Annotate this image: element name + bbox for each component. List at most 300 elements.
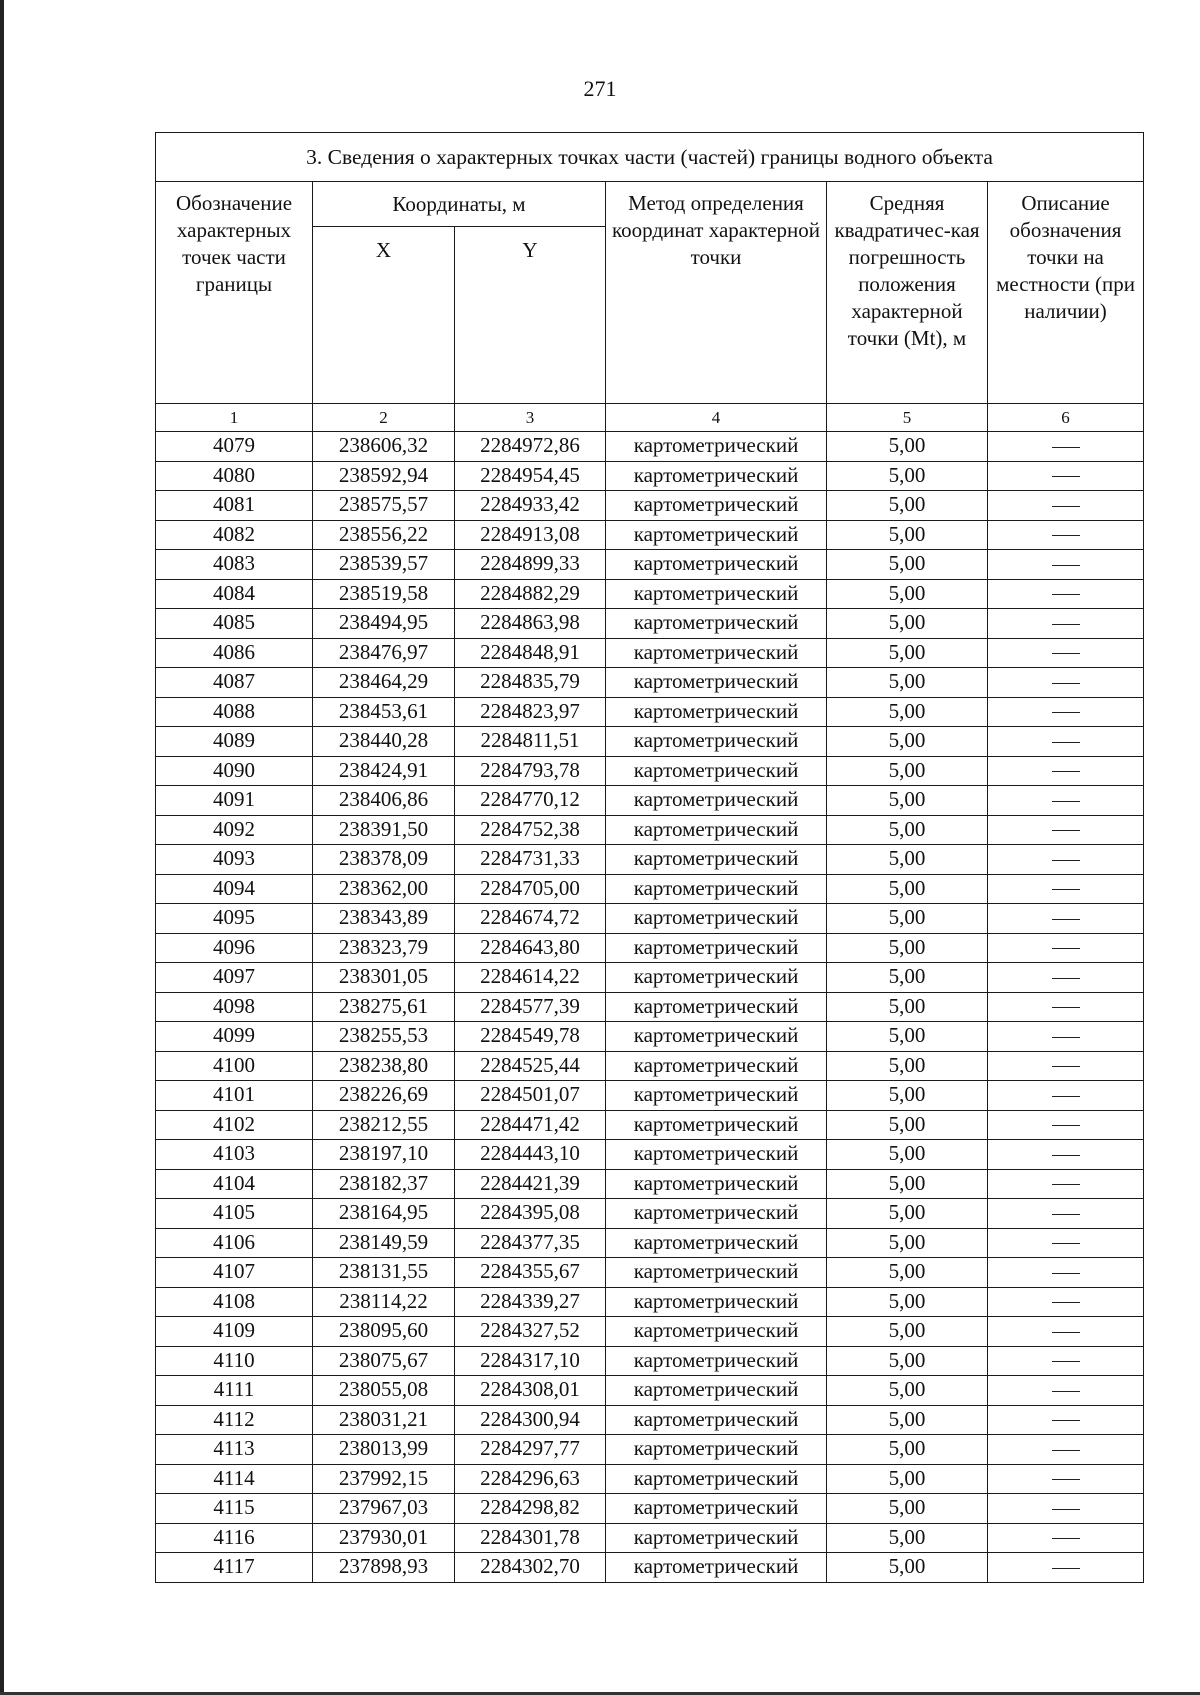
cell-description	[988, 992, 1144, 1022]
cell-x: 237992,15	[313, 1464, 455, 1494]
cell-method: картометрический	[606, 1346, 827, 1376]
cell-accuracy: 5,00	[827, 697, 988, 727]
cell-description	[988, 1523, 1144, 1553]
cell-accuracy: 5,00	[827, 874, 988, 904]
cell-description	[988, 1022, 1144, 1052]
cell-x: 238575,57	[313, 491, 455, 521]
cell-x: 238013,99	[313, 1435, 455, 1465]
cell-description	[988, 491, 1144, 521]
table-row	[156, 491, 1144, 521]
dash-mark	[1052, 1332, 1080, 1333]
dash-mark	[1052, 801, 1080, 802]
cell-x: 238301,05	[313, 963, 455, 993]
cell-method: картометрический	[606, 1051, 827, 1081]
cell-accuracy: 5,00	[827, 668, 988, 698]
cell-method: картометрический	[606, 1317, 827, 1347]
cell-y: 2284339,27	[455, 1287, 606, 1317]
cell-method: картометрический	[606, 1140, 827, 1170]
cell-y: 2284296,63	[455, 1464, 606, 1494]
cell-x: 238197,10	[313, 1140, 455, 1170]
cell-y: 2284471,42	[455, 1110, 606, 1140]
cell-description	[988, 1051, 1144, 1081]
cell-point: 4115	[156, 1494, 313, 1524]
cell-y: 2284933,42	[455, 491, 606, 521]
header-y: Y	[455, 227, 606, 404]
table-row	[156, 874, 1144, 904]
cell-y: 2284355,67	[455, 1258, 606, 1288]
cell-accuracy: 5,00	[827, 1317, 988, 1347]
table-row	[156, 845, 1144, 875]
table-row	[156, 1140, 1144, 1170]
cell-x: 238238,80	[313, 1051, 455, 1081]
cell-y: 2284752,38	[455, 815, 606, 845]
cell-point: 4106	[156, 1228, 313, 1258]
dash-mark	[1052, 1509, 1080, 1510]
cell-accuracy: 5,00	[827, 461, 988, 491]
cell-point: 4108	[156, 1287, 313, 1317]
table-row	[156, 815, 1144, 845]
dash-mark	[1052, 653, 1080, 654]
cell-point: 4086	[156, 638, 313, 668]
cell-method: картометрический	[606, 874, 827, 904]
cell-y: 2284882,29	[455, 579, 606, 609]
cell-description	[988, 1228, 1144, 1258]
cell-accuracy: 5,00	[827, 1228, 988, 1258]
cell-x: 238494,95	[313, 609, 455, 639]
cell-y: 2284848,91	[455, 638, 606, 668]
cell-method: картометрический	[606, 432, 827, 462]
cell-point: 4081	[156, 491, 313, 521]
cell-method: картометрический	[606, 1464, 827, 1494]
cell-method: картометрический	[606, 933, 827, 963]
cell-point: 4112	[156, 1405, 313, 1435]
cell-accuracy: 5,00	[827, 992, 988, 1022]
cell-point: 4104	[156, 1169, 313, 1199]
cell-x: 238378,09	[313, 845, 455, 875]
table-row	[156, 1494, 1144, 1524]
table-row	[156, 1022, 1144, 1052]
cell-description	[988, 550, 1144, 580]
cell-method: картометрический	[606, 963, 827, 993]
cell-accuracy: 5,00	[827, 1258, 988, 1288]
cell-x: 237898,93	[313, 1553, 455, 1583]
cell-method: картометрический	[606, 727, 827, 757]
cell-y: 2284899,33	[455, 550, 606, 580]
cell-method: картометрический	[606, 815, 827, 845]
cell-y: 2284501,07	[455, 1081, 606, 1111]
cell-method: картометрический	[606, 1523, 827, 1553]
cell-description	[988, 638, 1144, 668]
column-number: 1	[156, 404, 313, 432]
table-title: 3. Сведения о характерных точках части (частей) границы водного объекта	[156, 133, 1144, 182]
cell-description	[988, 461, 1144, 491]
table-row	[156, 432, 1144, 462]
cell-point: 4114	[156, 1464, 313, 1494]
dash-mark	[1052, 565, 1080, 566]
cell-y: 2284317,10	[455, 1346, 606, 1376]
table-row	[156, 1199, 1144, 1229]
dash-mark	[1052, 919, 1080, 920]
cell-method: картометрический	[606, 1110, 827, 1140]
cell-x: 238114,22	[313, 1287, 455, 1317]
dash-mark	[1052, 860, 1080, 861]
cell-y: 2284577,39	[455, 992, 606, 1022]
cell-method: картометрический	[606, 520, 827, 550]
cell-x: 238476,97	[313, 638, 455, 668]
cell-accuracy: 5,00	[827, 933, 988, 963]
cell-accuracy: 5,00	[827, 786, 988, 816]
cell-x: 238592,94	[313, 461, 455, 491]
cell-description	[988, 1376, 1144, 1406]
cell-x: 238362,00	[313, 874, 455, 904]
cell-x: 238275,61	[313, 992, 455, 1022]
cell-description	[988, 1405, 1144, 1435]
dash-mark	[1052, 889, 1080, 890]
cell-x: 238075,67	[313, 1346, 455, 1376]
cell-y: 2284731,33	[455, 845, 606, 875]
cell-x: 238343,89	[313, 904, 455, 934]
cell-method: картометрический	[606, 1405, 827, 1435]
cell-point: 4116	[156, 1523, 313, 1553]
cell-method: картометрический	[606, 1435, 827, 1465]
cell-y: 2284327,52	[455, 1317, 606, 1347]
table-row	[156, 1464, 1144, 1494]
dash-mark	[1052, 476, 1080, 477]
column-number: 5	[827, 404, 988, 432]
cell-accuracy: 5,00	[827, 1494, 988, 1524]
cell-description	[988, 609, 1144, 639]
dash-mark	[1052, 1450, 1080, 1451]
cell-point: 4100	[156, 1051, 313, 1081]
cell-x: 237930,01	[313, 1523, 455, 1553]
cell-y: 2284972,86	[455, 432, 606, 462]
table-row	[156, 697, 1144, 727]
cell-method: картометрический	[606, 668, 827, 698]
cell-description	[988, 432, 1144, 462]
table-row	[156, 461, 1144, 491]
cell-point: 4092	[156, 815, 313, 845]
cell-x: 238556,22	[313, 520, 455, 550]
header-method: Метод определения координат характерной точки	[606, 182, 827, 404]
cell-point: 4090	[156, 756, 313, 786]
cell-x: 238055,08	[313, 1376, 455, 1406]
cell-description	[988, 520, 1144, 550]
cell-method: картометрический	[606, 461, 827, 491]
cell-accuracy: 5,00	[827, 1081, 988, 1111]
cell-y: 2284835,79	[455, 668, 606, 698]
dash-mark	[1052, 978, 1080, 979]
table-row	[156, 727, 1144, 757]
cell-x: 238255,53	[313, 1022, 455, 1052]
table-row	[156, 904, 1144, 934]
cell-point: 4105	[156, 1199, 313, 1229]
cell-accuracy: 5,00	[827, 963, 988, 993]
cell-point: 4107	[156, 1258, 313, 1288]
dash-mark	[1052, 594, 1080, 595]
table-row	[156, 1258, 1144, 1288]
cell-method: картометрический	[606, 550, 827, 580]
cell-accuracy: 5,00	[827, 1376, 988, 1406]
cell-method: картометрический	[606, 786, 827, 816]
cell-method: картометрический	[606, 697, 827, 727]
cell-point: 4103	[156, 1140, 313, 1170]
table-row	[156, 1405, 1144, 1435]
cell-x: 238519,58	[313, 579, 455, 609]
dash-mark	[1052, 1037, 1080, 1038]
cell-point: 4117	[156, 1553, 313, 1583]
cell-accuracy: 5,00	[827, 904, 988, 934]
cell-description	[988, 1258, 1144, 1288]
header-designation: Обозначение характерных точек части границы	[156, 182, 313, 404]
table-row	[156, 1228, 1144, 1258]
dash-mark	[1052, 447, 1080, 448]
cell-accuracy: 5,00	[827, 579, 988, 609]
cell-accuracy: 5,00	[827, 1110, 988, 1140]
cell-method: картометрический	[606, 845, 827, 875]
cell-method: картометрический	[606, 491, 827, 521]
dash-mark	[1052, 1420, 1080, 1421]
column-number: 2	[313, 404, 455, 432]
cell-y: 2284770,12	[455, 786, 606, 816]
cell-point: 4102	[156, 1110, 313, 1140]
cell-method: картометрический	[606, 1081, 827, 1111]
cell-description	[988, 668, 1144, 698]
column-number: 6	[988, 404, 1144, 432]
cell-x: 237967,03	[313, 1494, 455, 1524]
cell-x: 238539,57	[313, 550, 455, 580]
cell-description	[988, 727, 1144, 757]
table-row	[156, 1376, 1144, 1406]
cell-accuracy: 5,00	[827, 1405, 988, 1435]
cell-y: 2284298,82	[455, 1494, 606, 1524]
cell-method: картометрический	[606, 579, 827, 609]
dash-mark	[1052, 771, 1080, 772]
cell-x: 238464,29	[313, 668, 455, 698]
cell-method: картометрический	[606, 1376, 827, 1406]
cell-x: 238424,91	[313, 756, 455, 786]
cell-accuracy: 5,00	[827, 756, 988, 786]
cell-point: 4110	[156, 1346, 313, 1376]
cell-accuracy: 5,00	[827, 1169, 988, 1199]
cell-x: 238164,95	[313, 1199, 455, 1229]
cell-description	[988, 845, 1144, 875]
table-row	[156, 1081, 1144, 1111]
dash-mark	[1052, 683, 1080, 684]
cell-point: 4113	[156, 1435, 313, 1465]
cell-y: 2284674,72	[455, 904, 606, 934]
cell-description	[988, 1081, 1144, 1111]
cell-accuracy: 5,00	[827, 1199, 988, 1229]
table-row	[156, 520, 1144, 550]
cell-description	[988, 1287, 1144, 1317]
cell-y: 2284308,01	[455, 1376, 606, 1406]
dash-mark	[1052, 1007, 1080, 1008]
cell-method: картометрический	[606, 638, 827, 668]
cell-accuracy: 5,00	[827, 1022, 988, 1052]
cell-accuracy: 5,00	[827, 520, 988, 550]
cell-y: 2284395,08	[455, 1199, 606, 1229]
cell-description	[988, 904, 1144, 934]
cell-description	[988, 815, 1144, 845]
table-row	[156, 1051, 1144, 1081]
cell-point: 4084	[156, 579, 313, 609]
cell-y: 2284302,70	[455, 1553, 606, 1583]
cell-point: 4096	[156, 933, 313, 963]
page-number: 271	[583, 76, 617, 101]
cell-accuracy: 5,00	[827, 550, 988, 580]
cell-method: картометрический	[606, 1022, 827, 1052]
header-row-1	[156, 182, 1144, 227]
title-row	[156, 133, 1144, 182]
cell-description	[988, 697, 1144, 727]
cell-y: 2284823,97	[455, 697, 606, 727]
table-row	[156, 550, 1144, 580]
cell-accuracy: 5,00	[827, 609, 988, 639]
cell-description	[988, 1464, 1144, 1494]
cell-description	[988, 756, 1144, 786]
cell-point: 4093	[156, 845, 313, 875]
table-row	[156, 756, 1144, 786]
dash-mark	[1052, 624, 1080, 625]
cell-accuracy: 5,00	[827, 815, 988, 845]
dash-mark	[1052, 1066, 1080, 1067]
cell-x: 238131,55	[313, 1258, 455, 1288]
cell-y: 2284811,51	[455, 727, 606, 757]
cell-x: 238453,61	[313, 697, 455, 727]
dash-mark	[1052, 948, 1080, 949]
cell-y: 2284377,35	[455, 1228, 606, 1258]
column-number-row	[156, 404, 1144, 432]
cell-y: 2284643,80	[455, 933, 606, 963]
table-row	[156, 1317, 1144, 1347]
cell-y: 2284525,44	[455, 1051, 606, 1081]
cell-accuracy: 5,00	[827, 1346, 988, 1376]
cell-accuracy: 5,00	[827, 1523, 988, 1553]
cell-y: 2284421,39	[455, 1169, 606, 1199]
cell-method: картометрический	[606, 1169, 827, 1199]
cell-x: 238606,32	[313, 432, 455, 462]
cell-point: 4080	[156, 461, 313, 491]
cell-accuracy: 5,00	[827, 727, 988, 757]
cell-description	[988, 933, 1144, 963]
cell-point: 4083	[156, 550, 313, 580]
cell-x: 238149,59	[313, 1228, 455, 1258]
dash-mark	[1052, 1568, 1080, 1569]
cell-method: картометрический	[606, 1199, 827, 1229]
cell-y: 2284443,10	[455, 1140, 606, 1170]
cell-point: 4099	[156, 1022, 313, 1052]
cell-method: картометрический	[606, 1494, 827, 1524]
cell-description	[988, 1435, 1144, 1465]
table-row	[156, 1287, 1144, 1317]
cell-x: 238226,69	[313, 1081, 455, 1111]
cell-point: 4088	[156, 697, 313, 727]
cell-description	[988, 1553, 1144, 1583]
cell-method: картометрический	[606, 1553, 827, 1583]
cell-point: 4095	[156, 904, 313, 934]
cell-point: 4089	[156, 727, 313, 757]
cell-method: картометрический	[606, 609, 827, 639]
cell-accuracy: 5,00	[827, 845, 988, 875]
table-row	[156, 579, 1144, 609]
dash-mark	[1052, 1273, 1080, 1274]
header-coordinates: Координаты, м	[313, 182, 606, 227]
dash-mark	[1052, 742, 1080, 743]
cell-accuracy: 5,00	[827, 1553, 988, 1583]
cell-accuracy: 5,00	[827, 1435, 988, 1465]
cell-y: 2284705,00	[455, 874, 606, 904]
cell-point: 4091	[156, 786, 313, 816]
table-row	[156, 992, 1144, 1022]
dash-mark	[1052, 1184, 1080, 1185]
cell-method: картометрический	[606, 1228, 827, 1258]
table-row	[156, 1346, 1144, 1376]
cell-accuracy: 5,00	[827, 1464, 988, 1494]
cell-point: 4109	[156, 1317, 313, 1347]
cell-point: 4085	[156, 609, 313, 639]
dash-mark	[1052, 830, 1080, 831]
dash-mark	[1052, 506, 1080, 507]
cell-x: 238406,86	[313, 786, 455, 816]
cell-y: 2284954,45	[455, 461, 606, 491]
cell-y: 2284549,78	[455, 1022, 606, 1052]
cell-description	[988, 1494, 1144, 1524]
cell-description	[988, 1346, 1144, 1376]
cell-x: 238031,21	[313, 1405, 455, 1435]
cell-method: картометрический	[606, 992, 827, 1022]
table-row	[156, 1435, 1144, 1465]
table-row	[156, 638, 1144, 668]
cell-y: 2284297,77	[455, 1435, 606, 1465]
header-x: X	[313, 227, 455, 404]
cell-accuracy: 5,00	[827, 1287, 988, 1317]
cell-y: 2284300,94	[455, 1405, 606, 1435]
table-row	[156, 609, 1144, 639]
cell-point: 4097	[156, 963, 313, 993]
cell-accuracy: 5,00	[827, 432, 988, 462]
cell-accuracy: 5,00	[827, 1051, 988, 1081]
cell-description	[988, 963, 1144, 993]
column-number: 3	[455, 404, 606, 432]
cell-x: 238440,28	[313, 727, 455, 757]
cell-method: картометрический	[606, 1287, 827, 1317]
cell-y: 2284863,98	[455, 609, 606, 639]
cell-description	[988, 1110, 1144, 1140]
header-description: Описание обозначения точки на местности (при наличии)	[988, 182, 1144, 404]
cell-point: 4079	[156, 432, 313, 462]
cell-x: 238212,55	[313, 1110, 455, 1140]
cell-accuracy: 5,00	[827, 1140, 988, 1170]
cell-method: картометрический	[606, 756, 827, 786]
cell-description	[988, 579, 1144, 609]
cell-description	[988, 1199, 1144, 1229]
dash-mark	[1052, 1155, 1080, 1156]
dash-mark	[1052, 1302, 1080, 1303]
column-number: 4	[606, 404, 827, 432]
header-accuracy: Средняя квадратичес-кая погрешность положения характерной точки (Mt), м	[827, 182, 988, 404]
cell-description	[988, 1317, 1144, 1347]
cell-y: 2284614,22	[455, 963, 606, 993]
cell-x: 238391,50	[313, 815, 455, 845]
cell-description	[988, 1169, 1144, 1199]
cell-description	[988, 874, 1144, 904]
table-row	[156, 1169, 1144, 1199]
cell-point: 4101	[156, 1081, 313, 1111]
table-row	[156, 933, 1144, 963]
dash-mark	[1052, 1538, 1080, 1539]
dash-mark	[1052, 1361, 1080, 1362]
table-row	[156, 1110, 1144, 1140]
